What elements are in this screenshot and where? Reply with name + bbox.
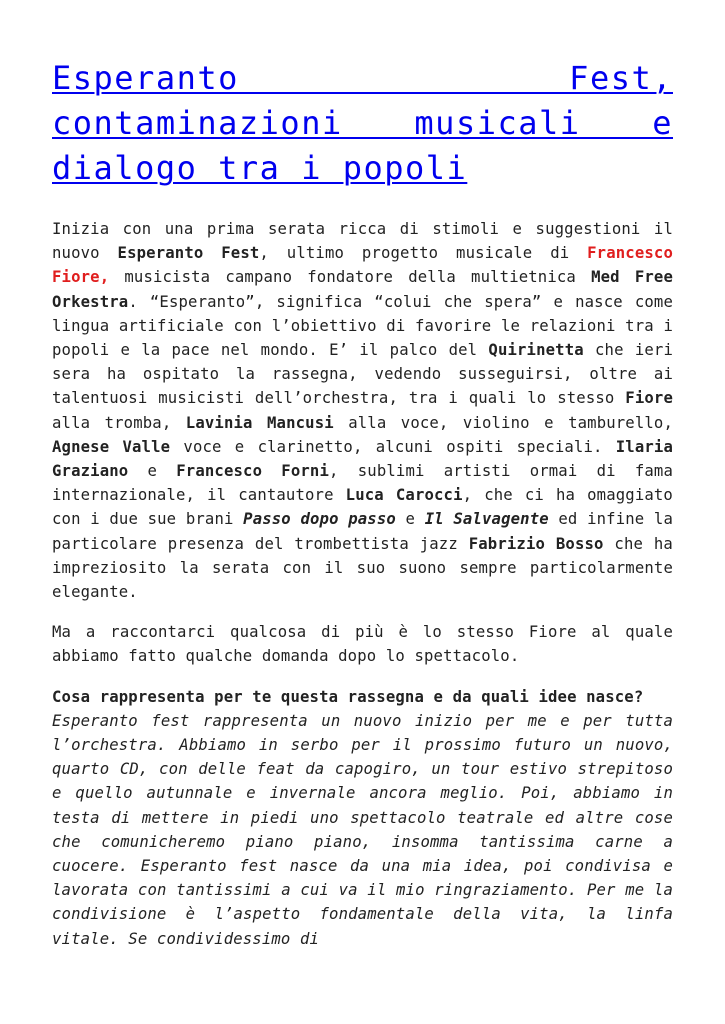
interview-qa xyxy=(52,685,673,951)
text-segment: , sublimi artisti ormai di fama internazionale, il cantautore xyxy=(52,462,674,505)
text-segment: e xyxy=(395,510,425,529)
francesco-forni-name: Francesco Forni xyxy=(176,462,330,481)
intro-paragraph xyxy=(52,217,673,604)
esperanto-fest-name: Esperanto Fest xyxy=(117,244,260,263)
luca-carocci-name: Luca Carocci xyxy=(345,486,463,505)
quirinetta-name: Quirinetta xyxy=(488,341,584,360)
text-segment: , ultimo progetto musicale di xyxy=(259,244,588,263)
interview-question: Cosa rappresenta per te questa rassegna e da quali idee nasce? xyxy=(52,687,644,706)
song-il-salvagente: Il Salvagente xyxy=(424,510,549,529)
text-segment: che ha impreziosito la serata con il suo suono sempre particolarmente elegante. xyxy=(52,534,673,602)
text-segment: ed infine la particolare presenza del trombettista jazz xyxy=(52,510,674,553)
article-title xyxy=(52,56,673,191)
ilaria-graziano-name: Ilaria Graziano xyxy=(52,437,673,481)
article xyxy=(52,56,673,951)
article-title-link[interactable]: Esperanto Fest, contaminazioni musicali e dialogo tra i popoli xyxy=(52,59,673,187)
text-segment: alla voce, violino e tamburello, xyxy=(333,413,673,432)
text-segment: alla tromba, xyxy=(52,413,186,432)
text-segment: Inizia con una prima serata ricca di stimoli e suggestioni il nuovo xyxy=(52,220,673,263)
text-segment: . “Esperanto”, significa “colui che spera” e nasce come lingua artificiale con l’obiettivo di favorire le relazioni tra i popoli e la pace nel mondo. E’ il palco del xyxy=(52,292,673,360)
song-passo-dopo-passo: Passo dopo passo xyxy=(243,510,396,529)
text-segment: , che ci ha omaggiato con i due sue brani xyxy=(52,486,673,529)
agnese-valle-name: Agnese Valle xyxy=(52,437,171,456)
text-segment: e xyxy=(128,462,177,481)
med-free-orkestra-name: Med Free Orkestra xyxy=(52,268,673,311)
fabrizio-bosso-name: Fabrizio Bosso xyxy=(468,534,604,553)
text-segment: voce e clarinetto, alcuni ospiti speciali. xyxy=(170,437,616,456)
francesco-fiore-name: Francesco Fiore, xyxy=(52,244,673,287)
interview-answer: Esperanto fest rappresenta un nuovo inizio per me e per tutta l’orchestra. Abbiamo in serbo per il prossimo futuro un nuovo, quarto CD, con delle feat da capogiro, un tour estivo strepitoso e quello autunnale e invernale ancora meglio. Poi, abbiamo in testa di mettere in piedi uno spettacolo teatrale ed altre cose che comunicheremo piano piano, insomma tantissima carne a cuocere. Esperanto fest nasce da una mia idea, poi condivisa e lavorata con tantissimi a cui va il mio ringraziamento. Per me la condivisione è l’aspetto fondamentale della vita, la linfa vitale. Se condividessimo di xyxy=(52,711,673,948)
text-segment: che ieri sera ha ospitato la rassegna, vedendo susseguirsi, oltre ai talentuosi musicisti dell’orchestra, tra i quali lo stesso xyxy=(52,341,673,408)
fiore-name: Fiore xyxy=(625,389,673,408)
text-segment: musicista campano fondatore della multietnica xyxy=(109,268,592,287)
lavinia-mancusi-name: Lavinia Mancusi xyxy=(185,413,334,432)
second-paragraph: Ma a raccontarci qualcosa di più è lo stesso Fiore al quale abbiamo fatto qualche domanda dopo lo spettacolo. xyxy=(52,623,673,666)
